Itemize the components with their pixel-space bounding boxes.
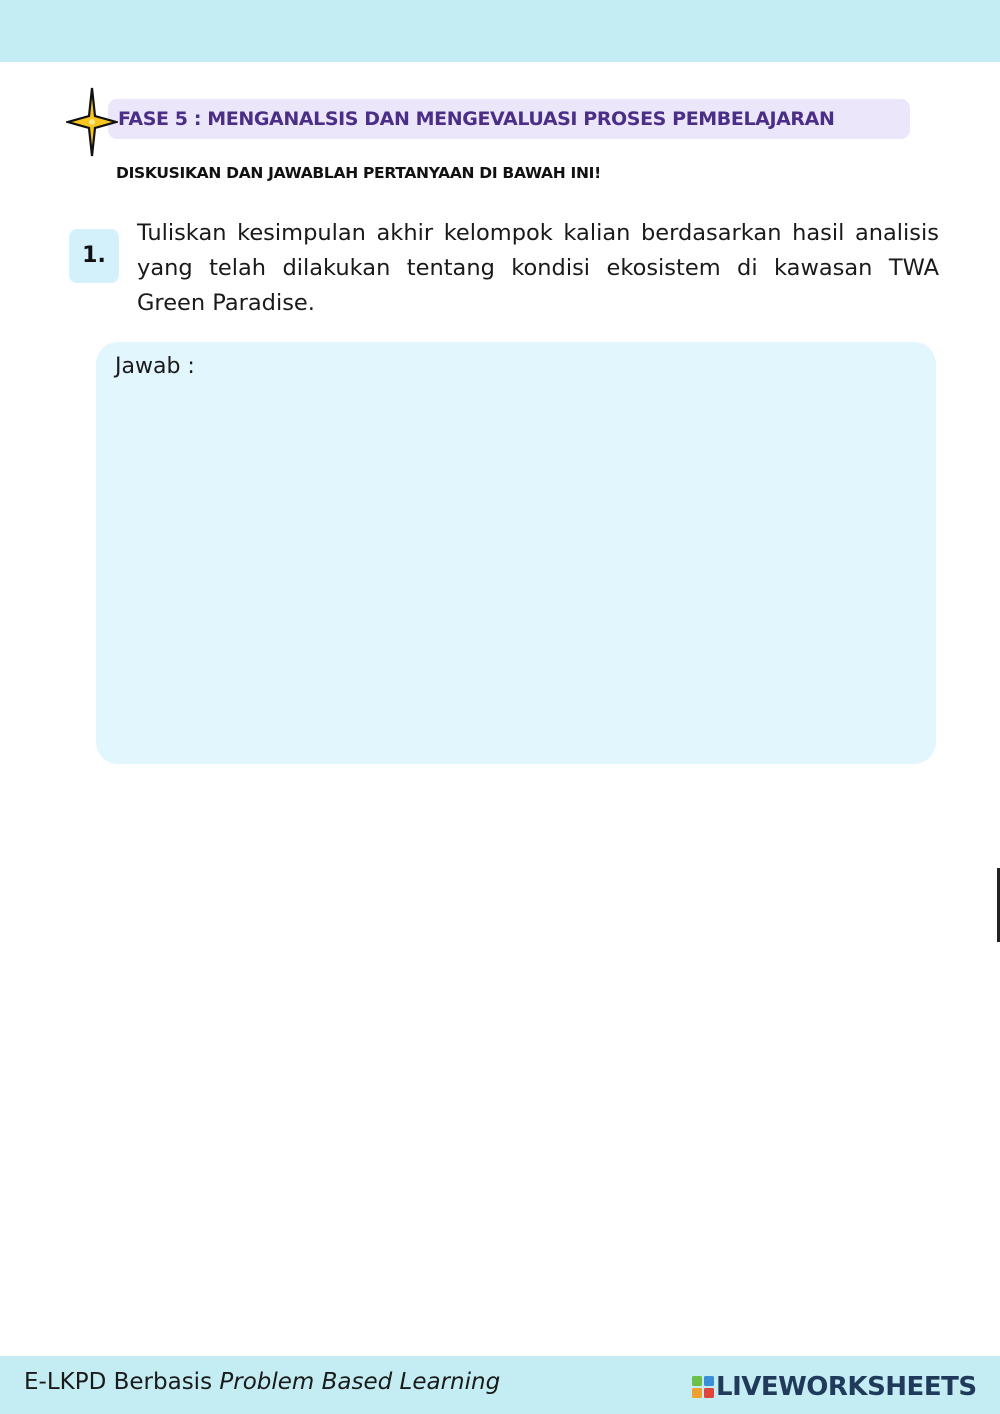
footer — [0, 1356, 1000, 1414]
top-band — [0, 0, 1000, 62]
footer-caption-italic: Problem Based Learning — [219, 1369, 501, 1395]
phase-header — [108, 99, 910, 139]
liveworksheets-logo-icon — [692, 1376, 714, 1398]
phase-title: FASE 5 : MENGANALSIS DAN MENGEVALUASI PROSES PEMBELAJARAN — [118, 108, 835, 130]
liveworksheets-logo-text: LIVEWORKSHEETS — [716, 1372, 977, 1402]
answer-label: Jawab : — [115, 354, 195, 379]
star-burst-icon — [66, 86, 118, 158]
footer-caption-prefix: E-LKPD Berbasis — [24, 1369, 220, 1395]
instruction-text: DISKUSIKAN DAN JAWABLAH PERTANYAAN DI BAWAH INI! — [116, 164, 601, 182]
question-text: Tuliskan kesimpulan akhir kelompok kalian berdasarkan hasil analisis yang telah dilakukan tentang kondisi ekosistem di kawasan TWA Green Paradise. — [137, 220, 939, 316]
question-number-badge: 1. — [69, 229, 119, 283]
answer-input[interactable] — [114, 392, 918, 748]
footer-caption — [24, 1356, 500, 1408]
answer-box[interactable] — [96, 342, 936, 764]
